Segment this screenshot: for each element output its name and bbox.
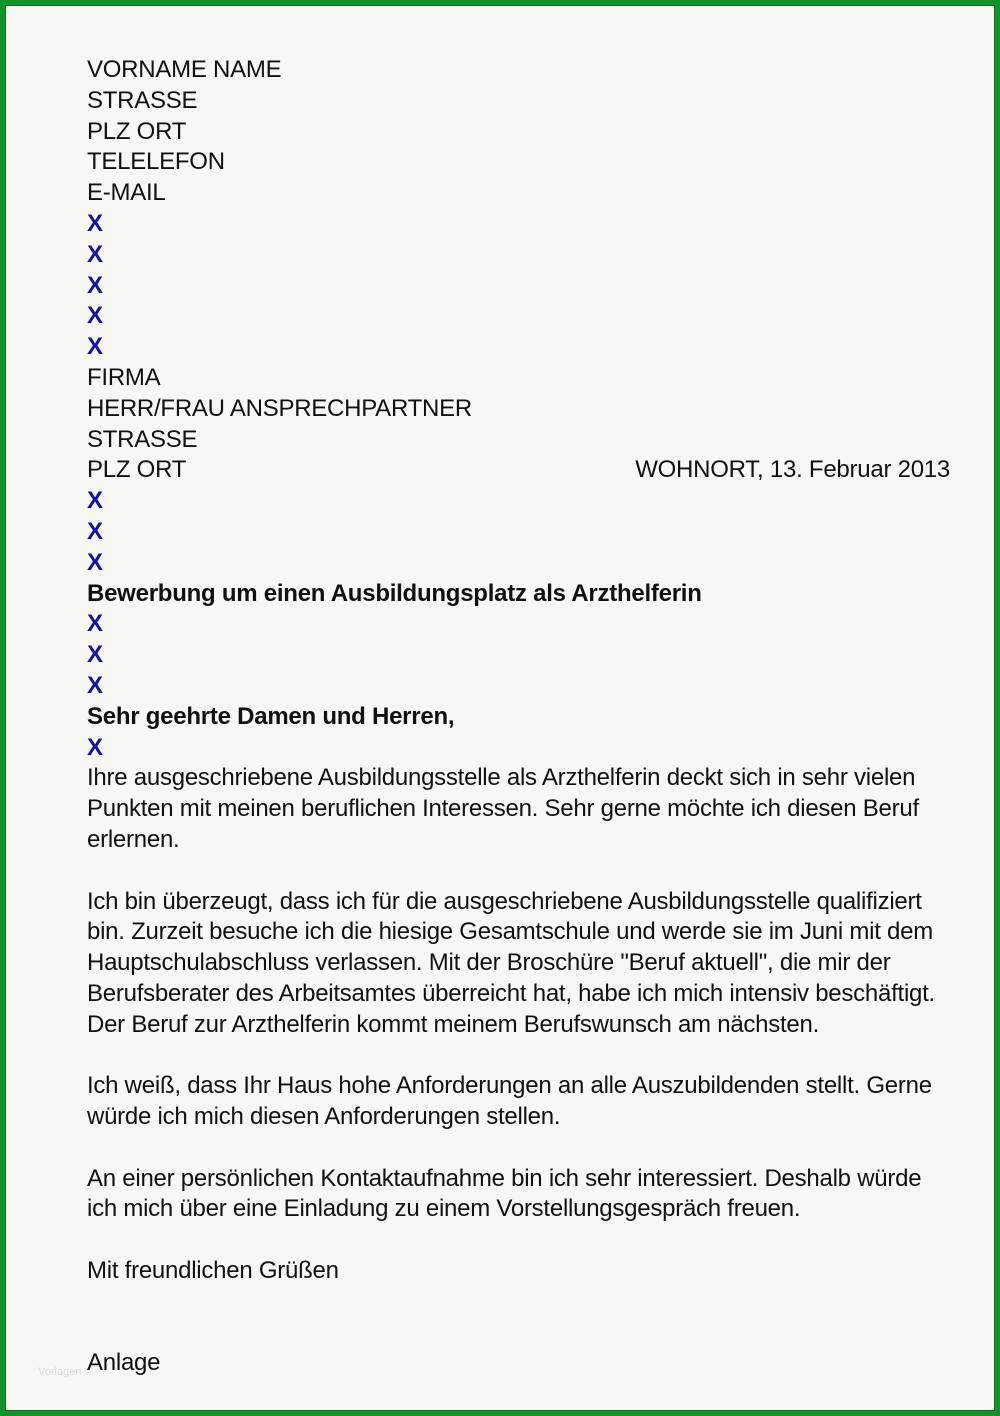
closing-gap	[87, 1225, 950, 1256]
placeholder-x-mark: X	[87, 671, 103, 699]
signature-space	[87, 1287, 950, 1349]
sender-name: VORNAME NAME	[87, 56, 282, 83]
enclosure-line: Anlage	[87, 1349, 161, 1377]
spacing-marks-before-subject	[87, 486, 950, 578]
recipient-block	[87, 363, 950, 486]
placeholder-x-mark: X	[87, 487, 103, 515]
body-paragraph-interest: Ihre ausgeschriebene Ausbildungsstelle als Arzthelferin deckt sich in sehr vielen Punkten mit meinen beruflichen Interessen. Sehr gerne möchte ich diesen Beruf erlernen.	[87, 764, 919, 853]
placeholder-x-mark: X	[87, 641, 103, 669]
placeholder-x-mark: X	[87, 517, 103, 545]
letter-body	[87, 763, 950, 1225]
placeholder-x-mark: X	[87, 209, 103, 237]
sender-city: PLZ ORT	[87, 117, 187, 145]
date-line: WOHNORT, 13. Februar 2013	[635, 456, 950, 484]
sender-email: E-MAIL	[87, 179, 166, 207]
sender-street: STRASSE	[87, 86, 198, 114]
paragraph-gap	[87, 1041, 950, 1072]
paragraph-gap	[87, 856, 950, 887]
placeholder-x-mark: X	[87, 548, 103, 576]
paragraph-gap	[87, 1133, 950, 1164]
body-paragraph-requirements: Ich weiß, dass Ihr Haus hohe Anforderungen an alle Auszubildenden stellt. Gerne würde ich mich diesen Anforderungen stellen.	[87, 1072, 932, 1131]
recipient-city-date-row	[87, 455, 950, 486]
recipient-street: STRASSE	[87, 425, 198, 453]
placeholder-x-mark: X	[87, 271, 103, 299]
body-paragraph-interview: An einer persönlichen Kontaktaufnahme bin ich sehr interessiert. Deshalb würde ich mich über eine Einladung zu einem Vorstellungsgespräch freuen.	[87, 1164, 922, 1223]
subject-line: Bewerbung um einen Ausbildungsplatz als Arzthelferin	[87, 579, 702, 607]
placeholder-x-mark: X	[87, 240, 103, 268]
placeholder-x-mark: X	[87, 333, 103, 361]
body-paragraph-qualification: Ich bin überzeugt, dass ich für die ausgeschriebene Ausbildungsstelle qualifiziert bin. Zurzeit besuche ich die hiesige Gesamtschule und werde sie im Juni mit dem Hauptschulabschluss verlassen. Mit der Broschüre "Beruf aktuell", die mir der Berufsberater des Arbeitsamtes überreicht hat, habe ich mich intensiv beschäftigt. Der Beruf zur Arzthelferin kommt meinem Berufswunsch am nächsten.	[87, 887, 935, 1038]
sender-block	[87, 55, 950, 209]
closing-line: Mit freundlichen Grüßen	[87, 1257, 339, 1285]
spacing-marks-before-salutation	[87, 609, 950, 701]
recipient-company: FIRMA	[87, 363, 161, 391]
placeholder-x-mark: X	[87, 302, 103, 330]
placeholder-x-mark: X	[87, 610, 103, 638]
spacing-marks-after-sender	[87, 209, 950, 363]
sender-phone: TELELEFON	[87, 148, 225, 176]
recipient-city: PLZ ORT	[87, 456, 187, 484]
faint-watermark: Vorlagen	[38, 1366, 82, 1378]
salutation: Sehr geehrte Damen und Herren,	[87, 702, 455, 730]
placeholder-x-mark: X	[87, 733, 103, 761]
application-letter	[87, 55, 950, 1379]
recipient-contact: HERR/FRAU ANSPRECHPARTNER	[87, 394, 472, 422]
